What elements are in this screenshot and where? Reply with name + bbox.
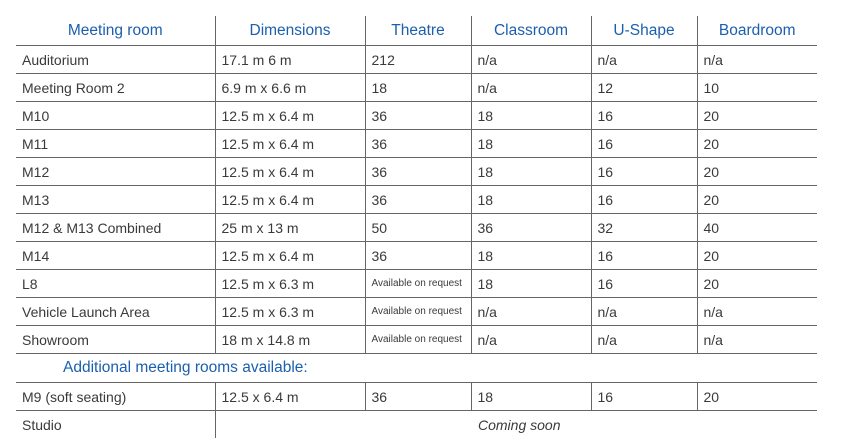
cell-classroom: 18: [471, 383, 591, 411]
cell-room: Vehicle Launch Area: [16, 298, 215, 326]
cell-ushape: 16: [591, 158, 697, 186]
cell-ushape: 16: [591, 102, 697, 130]
cell-boardroom: n/a: [697, 298, 817, 326]
table-row: [16, 383, 817, 411]
cell-theatre: 212: [365, 46, 471, 74]
cell-classroom: 36: [471, 214, 591, 242]
cell-boardroom: 20: [697, 102, 817, 130]
cell-theatre: Available on request: [365, 326, 471, 354]
cell-dimensions: 12.5 m x 6.4 m: [215, 158, 365, 186]
header-dimensions: Dimensions: [215, 16, 365, 46]
cell-boardroom: n/a: [697, 326, 817, 354]
table-row: [16, 214, 817, 242]
cell-classroom: n/a: [471, 326, 591, 354]
cell-room: Auditorium: [16, 46, 215, 74]
table-row: [16, 130, 817, 158]
cell-boardroom: 20: [697, 242, 817, 270]
cell-classroom: 18: [471, 158, 591, 186]
cell-theatre: Available on request: [365, 270, 471, 298]
cell-ushape: 16: [591, 383, 697, 411]
cell-room: M13: [16, 186, 215, 214]
table-row: [16, 102, 817, 130]
cell-classroom: 18: [471, 186, 591, 214]
cell-room: Showroom: [16, 326, 215, 354]
table-row: [16, 298, 817, 326]
table-row: [16, 46, 817, 74]
cell-theatre: 18: [365, 74, 471, 102]
cell-boardroom: 20: [697, 130, 817, 158]
cell-classroom: 18: [471, 242, 591, 270]
table-row: [16, 186, 817, 214]
table-row: [16, 270, 817, 298]
cell-dimensions: 17.1 m 6 m: [215, 46, 365, 74]
cell-dimensions: 12.5 m x 6.4 m: [215, 130, 365, 158]
cell-theatre: 50: [365, 214, 471, 242]
cell-theatre: 36: [365, 102, 471, 130]
cell-room: Studio: [22, 416, 62, 433]
cell-ushape: n/a: [591, 326, 697, 354]
cell-boardroom: 40: [697, 214, 817, 242]
cell-room: M12: [16, 158, 215, 186]
cell-boardroom: 20: [697, 158, 817, 186]
header-theatre: Theatre: [365, 16, 471, 46]
header-classroom: Classroom: [471, 16, 591, 46]
cell-dimensions: 12.5 m x 6.3 m: [215, 270, 365, 298]
cell-theatre: 36: [365, 186, 471, 214]
cell-room: M9 (soft seating): [16, 383, 215, 411]
cell-dimensions: 25 m x 13 m: [215, 214, 365, 242]
cell-dimensions: 12.5 m x 6.4 m: [215, 186, 365, 214]
cell-boardroom: 20: [697, 383, 817, 411]
cell-dimensions: 12.5 m x 6.4 m: [215, 242, 365, 270]
cell-ushape: 12: [591, 74, 697, 102]
cell-boardroom: n/a: [697, 46, 817, 74]
cell-room: Meeting Room 2: [16, 74, 215, 102]
meeting-rooms-table-container: [16, 16, 817, 438]
header-u-shape: U-Shape: [591, 16, 697, 46]
header-row: [16, 16, 817, 46]
cell-ushape: n/a: [591, 298, 697, 326]
section-row: [16, 354, 817, 383]
table-row-studio: [16, 411, 817, 439]
cell-ushape: n/a: [591, 46, 697, 74]
cell-ushape: 16: [591, 186, 697, 214]
table-row: [16, 158, 817, 186]
cell-ushape: 32: [591, 214, 697, 242]
cell-theatre: 36: [365, 158, 471, 186]
cell-room: M12 & M13 Combined: [16, 214, 215, 242]
section-title: Additional meeting rooms available:: [16, 354, 817, 383]
cell-dimensions: 12.5 m x 6.3 m: [215, 298, 365, 326]
cell-theatre: 36: [365, 242, 471, 270]
table-row: [16, 74, 817, 102]
cell-ushape: 16: [591, 242, 697, 270]
header-meeting-room: Meeting room: [16, 16, 215, 46]
cell-classroom: n/a: [471, 46, 591, 74]
header-boardroom: Boardroom: [697, 16, 817, 46]
cell-room: L8: [16, 270, 215, 298]
meeting-rooms-table: [16, 16, 817, 438]
cell-classroom: n/a: [471, 298, 591, 326]
cell-classroom: 18: [471, 130, 591, 158]
cell-classroom: 18: [471, 270, 591, 298]
cell-dimensions: 18 m x 14.8 m: [215, 326, 365, 354]
cell-boardroom: 20: [697, 270, 817, 298]
cell-boardroom: 10: [697, 74, 817, 102]
cell-classroom: 18: [471, 102, 591, 130]
cell-coming-soon: Coming soon: [215, 411, 817, 439]
cell-classroom: n/a: [471, 74, 591, 102]
cell-dimensions: 12.5 x 6.4 m: [215, 383, 365, 411]
cell-room: M11: [16, 130, 215, 158]
cell-room: M10: [16, 102, 215, 130]
cell-room: M14: [16, 242, 215, 270]
cell-theatre: 36: [365, 383, 471, 411]
cell-dimensions: 12.5 m x 6.4 m: [215, 102, 365, 130]
cell-theatre: Available on request: [365, 298, 471, 326]
cell-dimensions: 6.9 m x 6.6 m: [215, 74, 365, 102]
cell-boardroom: 20: [697, 186, 817, 214]
table-row: [16, 326, 817, 354]
cell-ushape: 16: [591, 130, 697, 158]
cell-theatre: 36: [365, 130, 471, 158]
table-row: [16, 242, 817, 270]
cell-ushape: 16: [591, 270, 697, 298]
